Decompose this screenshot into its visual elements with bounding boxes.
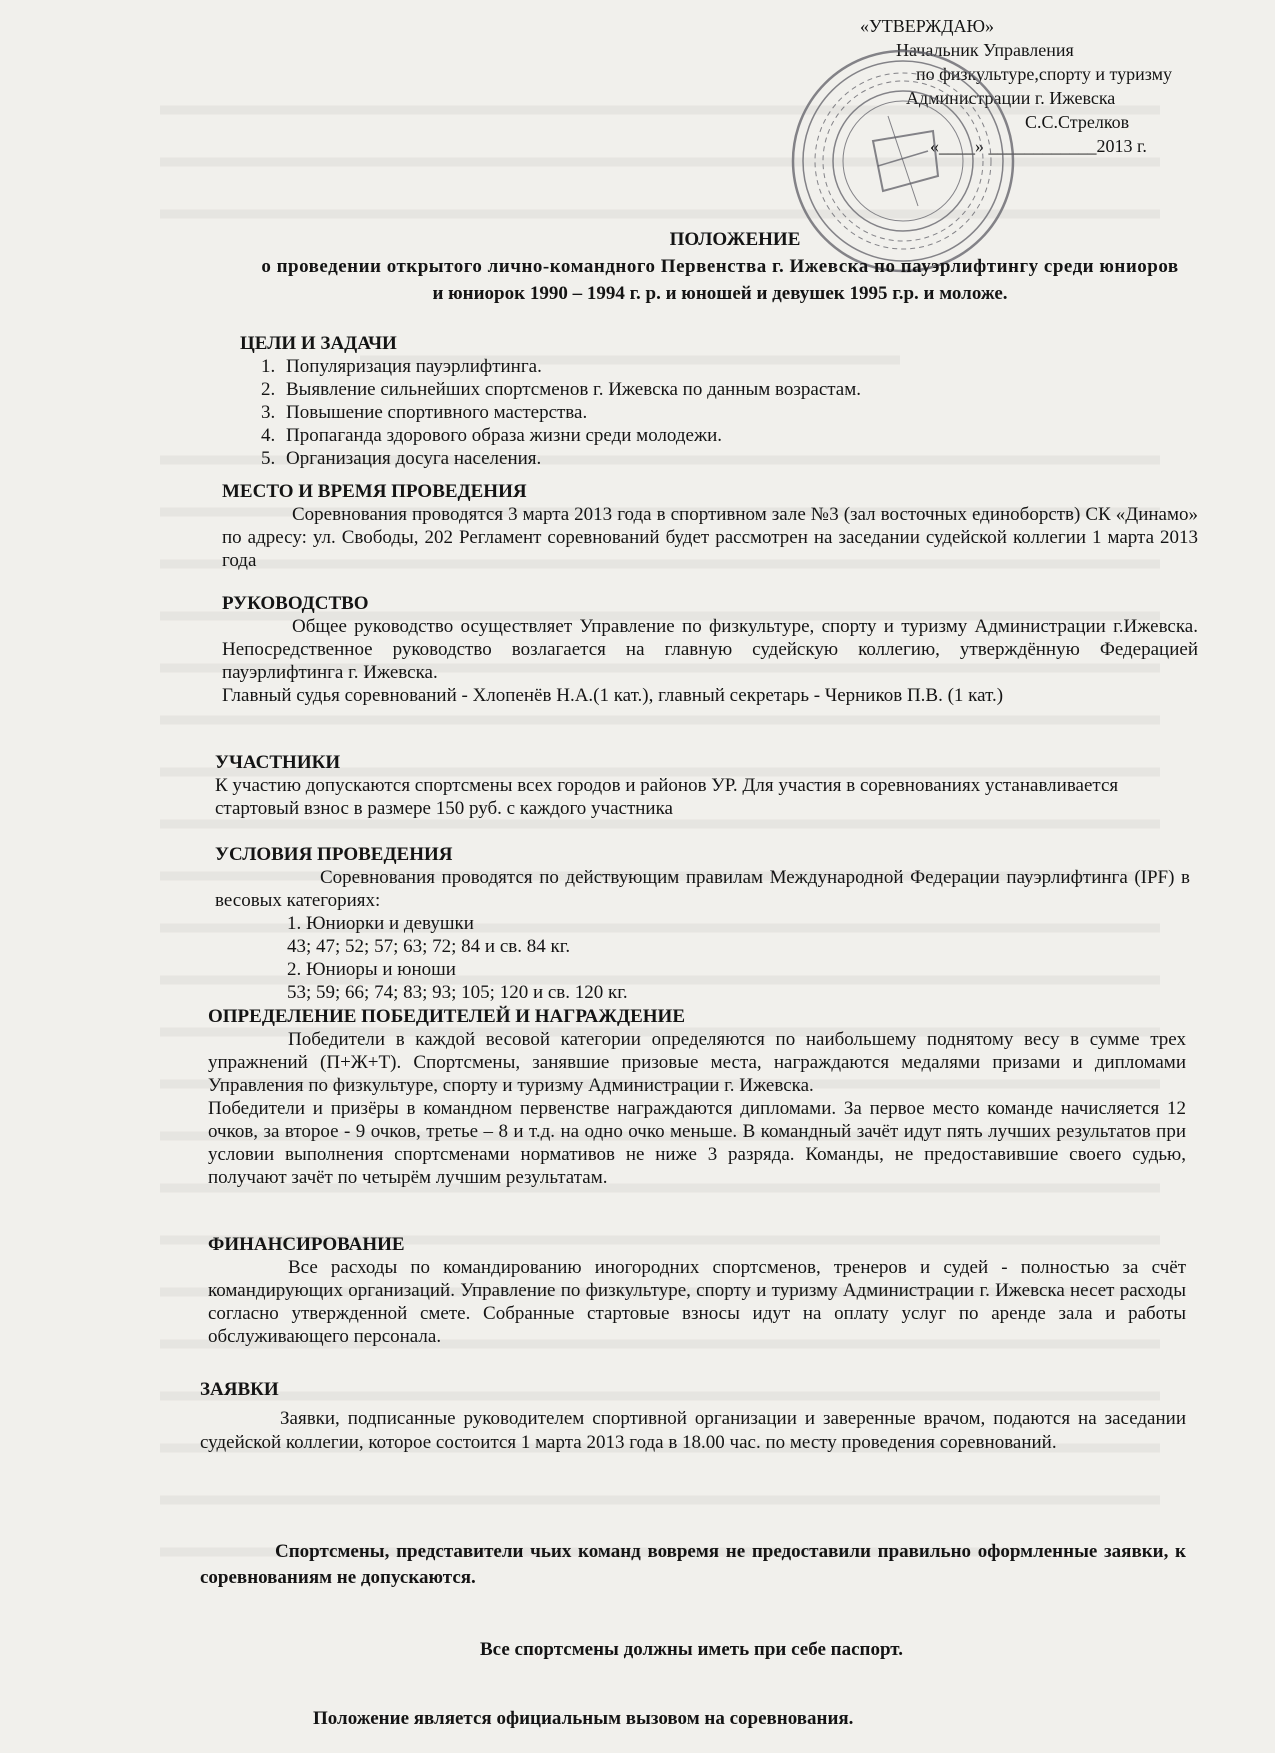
conditions-weights-1: 43; 47; 52; 57; 63; 72; 84 и св. 84 кг. <box>287 936 571 957</box>
list-item: 4. Пропаганда здорового образа жизни среди молодежи. <box>280 424 1040 447</box>
applications-text: Заявки, подписанные руководителем спортивной организации и заверенные врачом, подаются на заседании судейской коллегии, которое состоится 1 марта 2013 года в 18.00 час. по месту проведения соревнований. <box>200 1408 1186 1453</box>
finance-heading: ФИНАНСИРОВАНИЕ <box>208 1234 405 1255</box>
title-heading: ПОЛОЖЕНИЕ <box>669 229 801 250</box>
goals-list <box>240 355 1040 470</box>
section-finance <box>208 1233 1186 1348</box>
section-place <box>222 480 1198 572</box>
conditions-heading: УСЛОВИЯ ПРОВЕДЕНИЯ <box>215 844 453 865</box>
participants-text: К участию допускаются спортсмены всех городов и районов УР. Для участия в соревнованиях устанавливается стартовый взнос в размере 150 руб. с каждого участника <box>215 775 1119 819</box>
section-applications <box>200 1378 1186 1455</box>
note-official-call: Положение является официальным вызовом на соревнования. <box>313 1708 854 1729</box>
note-no-admission: Спортсмены, представители чьих команд вовремя не предоставили правильно оформленные заявки, к соревнованиям не допускаются. <box>200 1541 1186 1588</box>
conditions-group-1: 1. Юниорки и девушки <box>287 913 474 934</box>
section-conditions <box>215 843 1190 1004</box>
approval-approve: «УТВЕРЖДАЮ» <box>860 16 995 36</box>
list-item: 1. Популяризация пауэрлифтинга. <box>280 355 1040 378</box>
section-goals <box>240 332 1040 470</box>
winners-text-1: Победители в каждой весовой категории определяются по наибольшему поднятому весу в сумме трех упражнений (П+Ж+Т). Спортсмены, занявшие призовые места, награждаются медалями призами и дипломами Управления по физкультуре, спорту и туризму Администрации г. Ижевска. <box>208 1029 1186 1096</box>
approval-position: Начальник Управления <box>896 40 1074 60</box>
section-lead <box>222 592 1198 707</box>
lead-text: Общее руководство осуществляет Управление по физкультуре, спорту и туризму Администрации г.Ижевска. Непосредственное руководство возлагается на главную судейскую коллегию, утверждённую Федерацией пауэрлифтинга г. Ижевска. <box>222 616 1198 683</box>
section-participants <box>215 751 1205 820</box>
applications-heading: ЗАЯВКИ <box>200 1379 279 1400</box>
approval-administration: Администрации г. Ижевска <box>906 88 1116 108</box>
note-passport: Все спортсмены должны иметь при себе паспорт. <box>480 1639 903 1660</box>
list-item: 2. Выявление сильнейших спортсменов г. Ижевска по данным возрастам. <box>280 378 1040 401</box>
finance-text: Все расходы по командированию иногородних спортсменов, тренеров и судей - полностью за счёт командирующих организаций. Управление по физкультуре, спорту и туризму Администрации г. Ижевска несет расходы согласно утвержденной смете. Собранные стартовые взносы идут на оплату услуг по аренде зала и работы обслуживающего персонала. <box>208 1257 1186 1347</box>
document-title <box>190 226 1250 307</box>
goals-heading: ЦЕЛИ И ЗАДАЧИ <box>240 333 397 354</box>
section-winners <box>208 1005 1186 1189</box>
participants-heading: УЧАСТНИКИ <box>215 752 341 773</box>
conditions-group-2: 2. Юниоры и юноши <box>287 959 456 980</box>
approval-signatory: С.С.Стрелков <box>1025 112 1130 132</box>
list-item: 5. Организация досуга населения. <box>280 447 1040 470</box>
place-heading: МЕСТО И ВРЕМЯ ПРОВЕДЕНИЯ <box>222 481 527 502</box>
winners-text-2: Победители и призёры в командном первенстве награждаются дипломами. За первое место команде начисляется 12 очков, за второе - 9 очков, третье – 8 и т.д. на одно очко меньше. В командный зачёт идут пять лучших результатов при условии выполнения спортсменами нормативов не ниже 3 разряда. Команды, не предоставившие своего судью, получают зачёт по четырём лучшим результатам. <box>208 1098 1186 1188</box>
approval-date: «____» ____________2013 г. <box>930 136 1147 156</box>
lead-judges: Главный судья соревнований - Хлопенёв Н.А.(1 кат.), главный секретарь - Черников П.В. (1 кат.) <box>222 685 1004 706</box>
winners-heading: ОПРЕДЕЛЕНИЕ ПОБЕДИТЕЛЕЙ И НАГРАЖДЕНИЕ <box>208 1006 686 1027</box>
lead-heading: РУКОВОДСТВО <box>222 593 369 614</box>
conditions-text: Соревнования проводятся по действующим правилам Международной Федерации пауэрлифтинга (IPF) в весовых категориях: <box>215 867 1190 911</box>
approval-department: по физкультуре,спорту и туризму <box>916 64 1173 84</box>
list-item: 3. Повышение спортивного мастерства. <box>280 401 1040 424</box>
title-line-2: и юниорок 1990 – 1994 г. р. и юношей и девушек 1995 г.р. и моложе. <box>432 283 1008 304</box>
title-line-1: о проведении открытого лично-командного Первенства г. Ижевска по пауэрлифтингу среди юниоров <box>261 256 1179 277</box>
conditions-weights-2: 53; 59; 66; 74; 83; 93; 105; 120 и св. 120 кг. <box>287 982 628 1003</box>
place-text: Соревнования проводятся 3 марта 2013 года в спортивном зале №3 (зал восточных единоборств) СК «Динамо» по адресу: ул. Свободы, 202 Регламент соревнований будет рассмотрен на заседании судейской коллегии 1 марта 2013 года <box>222 504 1198 571</box>
